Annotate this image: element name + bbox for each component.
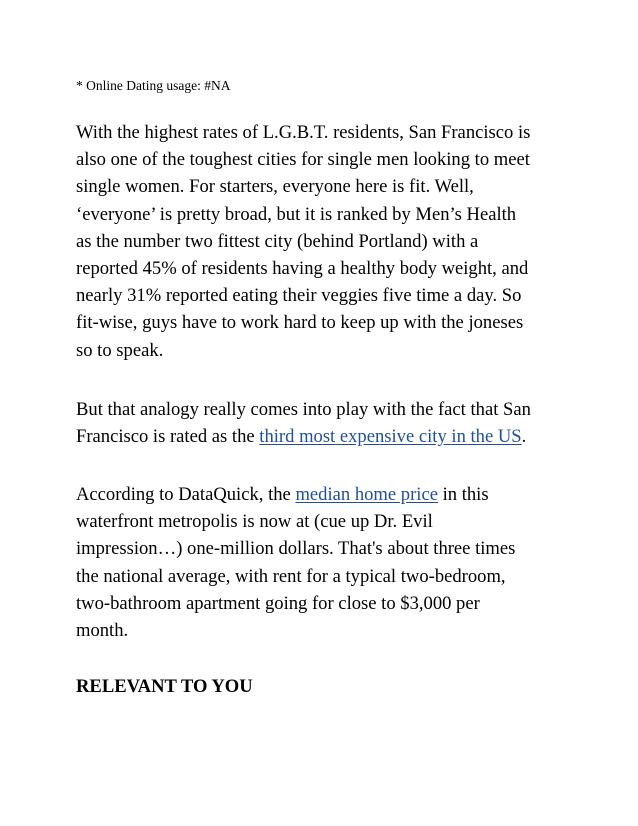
paragraph-line bbox=[76, 423, 531, 450]
paragraph-text: According to DataQuick, the bbox=[76, 484, 296, 505]
paragraph-fitness bbox=[76, 119, 530, 364]
paragraph-line: reported 45% of residents having a healthy body weight, and bbox=[76, 258, 529, 280]
paragraph-line: ‘everyone’ is pretty broad, but it is ranked by Men’s Health bbox=[76, 203, 517, 225]
paragraph-expensive-city bbox=[76, 396, 531, 450]
paragraph-line: fit-wise, guys have to work hard to keep up with the joneses bbox=[76, 312, 524, 334]
paragraph-line bbox=[76, 481, 515, 508]
paragraph-line: the national average, with rent for a typical two-bedroom, bbox=[76, 565, 506, 587]
section-heading: RELEVANT TO YOU bbox=[76, 676, 253, 697]
median-home-price-link[interactable]: median home price bbox=[295, 484, 438, 505]
paragraph-line: also one of the toughest cities for single men looking to meet bbox=[76, 149, 530, 171]
paragraph-line: With the highest rates of L.G.B.T. residents, San Francisco is bbox=[76, 122, 531, 143]
paragraph-line: waterfront metropolis is now at (cue up Dr. Evil bbox=[76, 511, 433, 533]
paragraph-home-price bbox=[76, 481, 515, 644]
paragraph-line: nearly 31% reported eating their veggies five time a day. So bbox=[76, 285, 522, 307]
third-most-expensive-city-link[interactable]: third most expensive city in the US bbox=[259, 426, 522, 448]
paragraph-text: Francisco is rated as the bbox=[76, 426, 260, 448]
paragraph-text: in this bbox=[437, 484, 489, 505]
paragraph-line: But that analogy really comes into play with the fact that San bbox=[76, 399, 531, 420]
paragraph-line: as the number two fittest city (behind Portland) with a bbox=[76, 230, 479, 252]
paragraph-line: two-bathroom apartment going for close to $3,000 per bbox=[76, 592, 480, 614]
online-dating-note: * Online Dating usage: #NA bbox=[76, 78, 231, 93]
paragraph-line: month. bbox=[76, 620, 129, 642]
paragraph-line: single women. For starters, everyone here is fit. Well, bbox=[76, 176, 474, 198]
paragraph-line: so to speak. bbox=[76, 339, 164, 361]
paragraph-text: . bbox=[521, 426, 527, 448]
paragraph-line: impression…) one-million dollars. That's about three times bbox=[76, 538, 516, 560]
